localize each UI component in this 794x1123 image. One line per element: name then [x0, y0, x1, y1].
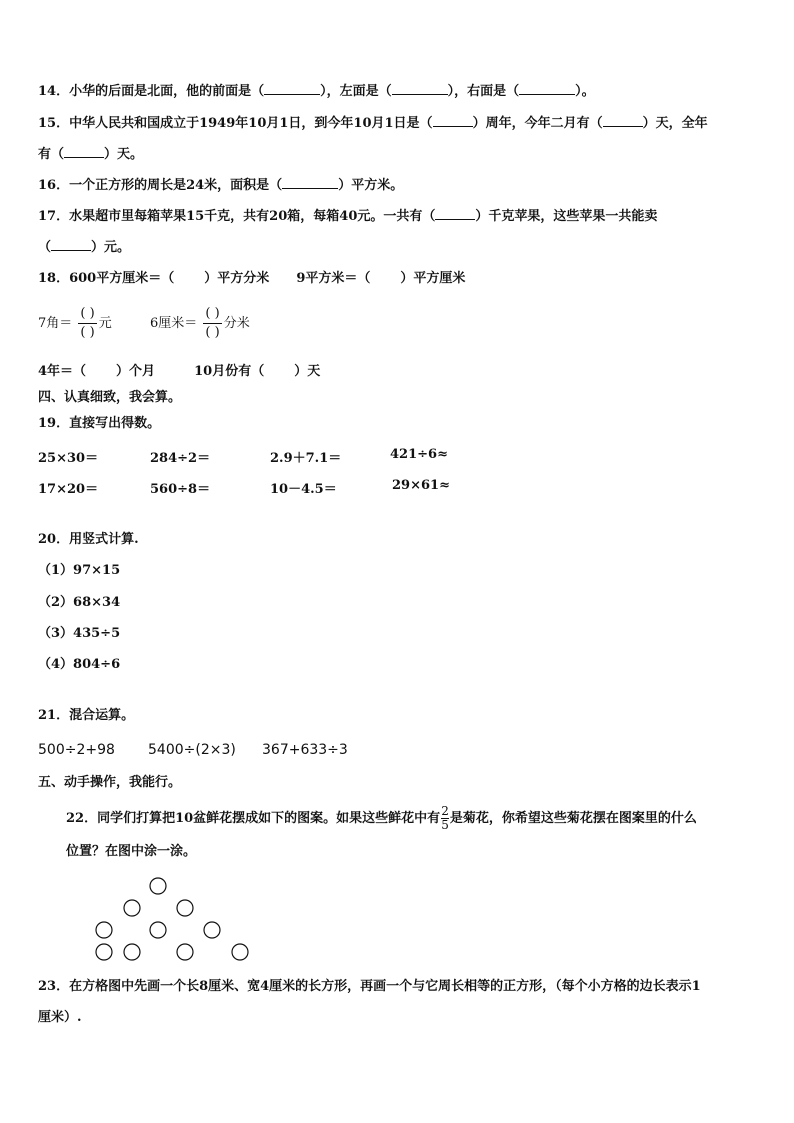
mixed-expression: 367+633÷3 — [262, 742, 348, 758]
question-18-line1: 18．600平方厘米＝（ ）平方分米 9平方米＝（ ）平方厘米 — [38, 271, 466, 286]
question-23-line2: 厘米）. — [38, 1010, 82, 1025]
question-17-line2: （ ）元。 — [38, 240, 131, 255]
calc-item: 25×30＝ — [38, 451, 99, 466]
question-20-title: 20．用竖式计算. — [38, 532, 139, 547]
question-17-line1: 17．水果超市里每箱苹果15千克，共有20箱，每箱40元。一共有（ ）千克苹果，这些苹果一共能卖 — [38, 209, 658, 224]
section-5-heading: 五、动手操作，我能行。 — [38, 775, 182, 790]
question-18-fractions: 7角＝ $\frac{( )}{( )}$ 元 6厘米＝ $\frac{( )}{( )}$ 分米 — [38, 306, 250, 340]
vertical-calc-item: （4）804÷6 — [38, 657, 121, 672]
mixed-expression: 5400÷(2×3) — [148, 742, 236, 758]
calc-item: 29×61≈ — [392, 478, 450, 493]
vertical-calc-item: （1）97×15 — [38, 563, 121, 578]
flower-pot-circle[interactable] — [177, 944, 193, 960]
calc-item: 10－4.5＝ — [270, 482, 337, 497]
question-21-title: 21．混合运算。 — [38, 708, 135, 723]
answer-blank[interactable] — [51, 238, 91, 251]
fraction-blank[interactable]: $\frac{( )}{( )}$ — [80, 306, 95, 340]
vertical-calc-item: （3）435÷5 — [38, 626, 121, 641]
calc-item: 2.9＋7.1＝ — [270, 451, 342, 466]
answer-blank[interactable] — [519, 82, 575, 95]
answer-blank[interactable] — [603, 114, 643, 127]
answer-blank[interactable] — [264, 82, 320, 95]
flower-pot-circle[interactable] — [204, 922, 220, 938]
question-18-line3: 4年＝（ ）个月 10月份有（ ）天 — [38, 364, 321, 379]
calc-item: 421÷6≈ — [390, 447, 448, 462]
flower-pot-circle[interactable] — [177, 900, 193, 916]
answer-blank[interactable] — [282, 176, 338, 189]
question-14: 14．小华的后面是北面，他的前面是（ ），左面是（ ），右面是（ ）。 — [38, 84, 595, 99]
section-4-heading: 四、认真细致，我会算。 — [38, 390, 182, 405]
flower-pot-circle[interactable] — [232, 944, 248, 960]
fraction-two-fifths: $\frac{2}{5}$ — [441, 804, 449, 832]
vertical-calc-item: （2）68×34 — [38, 595, 121, 610]
calc-item: 17×20＝ — [38, 482, 99, 497]
flower-pot-circle[interactable] — [124, 900, 140, 916]
question-15-line1: 15．中华人民共和国成立于1949年10月1日，到今年10月1日是（ ）周年，今年二月有（ ）天，全年 — [38, 116, 708, 131]
calc-item: 560÷8＝ — [150, 482, 211, 497]
flower-pot-circle[interactable] — [150, 878, 166, 894]
question-15-line2: 有（ ）天。 — [38, 147, 144, 162]
answer-blank[interactable] — [433, 114, 473, 127]
answer-blank[interactable] — [392, 82, 448, 95]
mixed-expression: 500÷2+98 — [38, 742, 115, 758]
question-19-title: 19．直接写出得数。 — [38, 416, 161, 431]
answer-blank[interactable] — [435, 207, 475, 220]
flower-pot-circle[interactable] — [96, 944, 112, 960]
question-22-line1: 22．同学们打算把10盆鲜花摆成如下的图案。如果这些鲜花中有 $\frac{2}{5}$ 是菊花，你希望这些菊花摆在图案里的什么 — [66, 804, 697, 832]
flower-pot-circle[interactable] — [96, 922, 112, 938]
answer-blank[interactable] — [64, 145, 104, 158]
flower-pattern — [80, 872, 270, 964]
fraction-blank[interactable]: $\frac{( )}{( )}$ — [205, 306, 220, 340]
question-22-line2: 位置？在图中涂一涂。 — [66, 844, 197, 859]
flower-pot-circle[interactable] — [124, 944, 140, 960]
flower-pot-circle[interactable] — [150, 922, 166, 938]
question-16: 16．一个正方形的周长是24米，面积是（ ）平方米。 — [38, 178, 404, 193]
question-23-line1: 23．在方格图中先画一个长8厘米、宽4厘米的长方形，再画一个与它周长相等的正方形，（每个小方格的边长表示1 — [38, 979, 701, 994]
calc-item: 284÷2＝ — [150, 451, 211, 466]
